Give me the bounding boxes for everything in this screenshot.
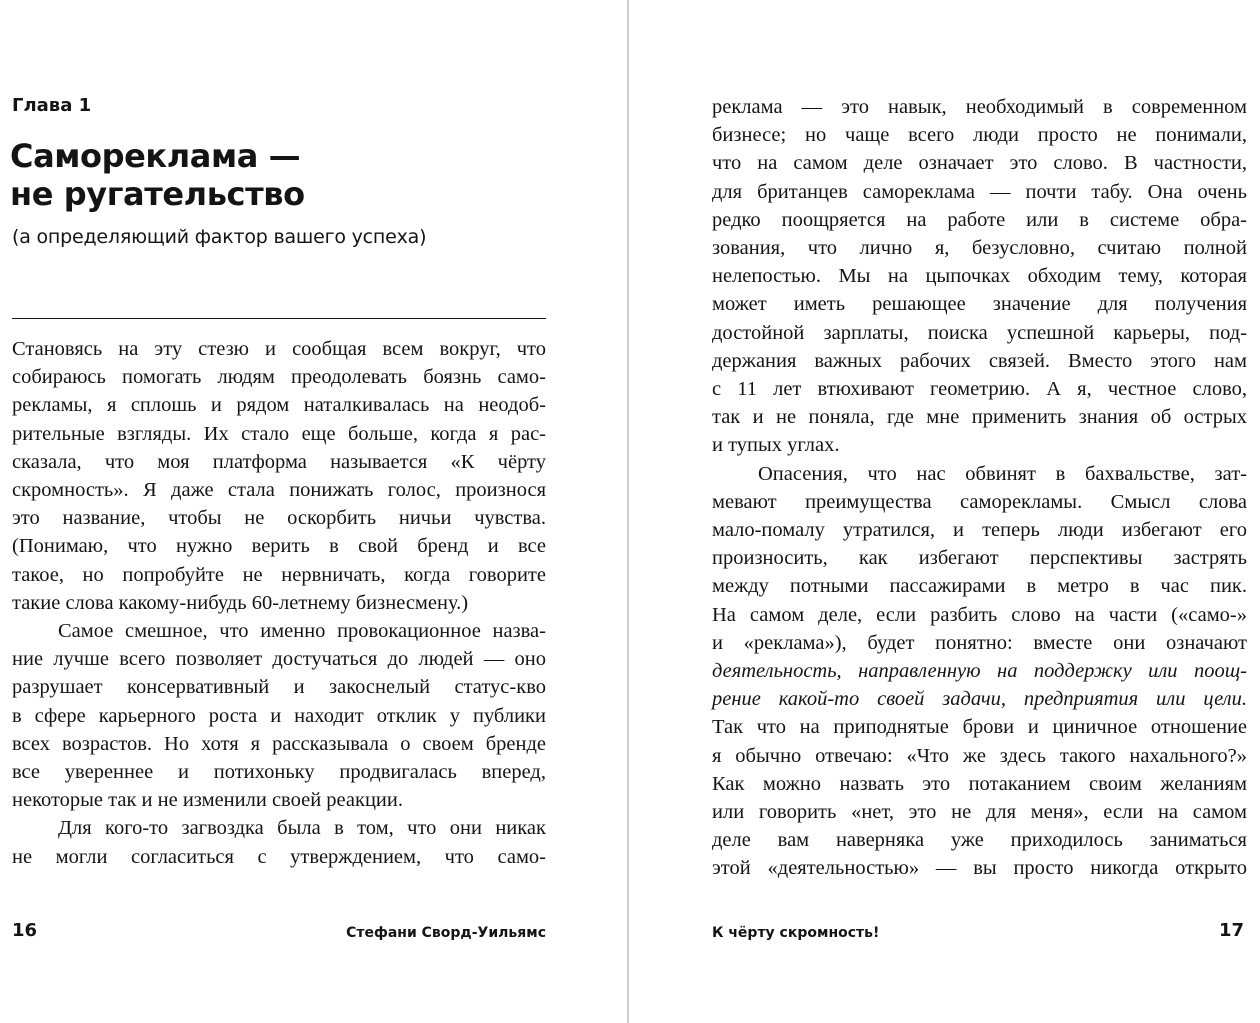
book-gutter — [627, 0, 629, 1023]
text-line: бизнесе; но чаще всего люди просто не понимали, — [712, 124, 1247, 147]
chapter-label: Глава 1 — [12, 95, 92, 116]
text-line: зования, что лично я, безусловно, считаю полной — [712, 237, 1247, 260]
text-line: и тупых углах. — [712, 434, 840, 457]
text-line: Для кого-то загвоздка была в том, что они никак — [58, 817, 546, 840]
text-line: Как можно назвать это потаканием своим желаниям — [712, 772, 1247, 795]
left-page-body — [12, 335, 546, 871]
text-line: Так что на приподнятые брови и циничное отношение — [712, 716, 1247, 739]
left-page — [0, 0, 628, 1023]
italic-definition-line-1: деятельность, направленную на поддержку или поощ- — [712, 660, 1247, 683]
text-line: для британцев самореклама — почти табу. Она очень — [712, 180, 1247, 203]
page-number-right: 17 — [1218, 920, 1244, 941]
chapter-title-line-1: Самореклама — — [10, 137, 301, 175]
text-line: и «реклама»), будет понятно: вместе они означают — [712, 631, 1247, 654]
text-line: мевают преимущества саморекламы. Смысл слова — [712, 490, 1247, 513]
right-page — [630, 0, 1260, 1023]
text-line: Самое смешное, что именно провокационное назва- — [58, 620, 546, 643]
text-line: так и не поняла, где мне применить знания об острых — [712, 406, 1247, 429]
right-page-body — [712, 93, 1247, 883]
text-line: все увереннее и потихоньку продвигалась вперед, — [12, 761, 546, 784]
text-line: скромность». Я даже стала понижать голос, произнося — [12, 479, 546, 502]
text-line: редко поощряется на работе или в системе обра- — [712, 208, 1247, 231]
text-line: может иметь решающее значение для получения — [712, 293, 1247, 316]
text-line: держания важных рабочих связей. Вместо этого нам — [712, 349, 1247, 372]
text-line: реклама — это навык, необходимый в современном — [712, 96, 1247, 118]
text-line: в сфере карьерного роста и находит отклик у публики — [12, 704, 546, 727]
chapter-subtitle: (а определяющий фактор вашего успеха) — [12, 226, 427, 248]
text-line: такое, но попробуйте не нервничать, когда говорите — [12, 563, 546, 586]
text-line: произносить, как избегают перспективы застрять — [712, 547, 1247, 570]
text-line: всех возрастов. Но хотя я рассказывала о своем бренде — [12, 732, 546, 755]
text-line: не могли согласиться с утверждением, что само- — [12, 845, 546, 868]
text-line: Опасения, что нас обвинят в бахвальстве, зат- — [758, 462, 1247, 485]
text-line: собираюсь помогать людям преодолевать боязнь само- — [12, 366, 546, 389]
text-line: На самом деле, если разбить слово на части («само-» — [712, 603, 1247, 626]
text-line: что на самом деле означает это слово. В частности, — [712, 152, 1247, 175]
text-line: я обычно отвечаю: «Что же здесь такого нахального?» — [712, 744, 1247, 767]
text-line: Становясь на эту стезю и сообщая всем вокруг, что — [12, 338, 546, 360]
chapter-title-line-2: не ругательство — [10, 175, 305, 213]
running-head-book-title: К чёрту скромность! — [712, 925, 880, 941]
text-line: сказала, что моя платформа называется «К чёрту — [12, 450, 546, 473]
italic-definition-line-2: рение какой-то своей задачи, предприятия или цели. — [712, 688, 1247, 711]
text-line: деле вам наверняка уже приходилось заниматься — [712, 829, 1247, 852]
text-line: это название, чтобы не оскорбить ничьи чувства. — [12, 507, 546, 530]
text-line — [712, 657, 1247, 685]
chapter-title — [10, 137, 305, 213]
text-line: между потными пассажирами в метро в час пик. — [712, 575, 1247, 598]
text-line: такие слова какому-нибудь 60-летнему бизнесмену.) — [12, 591, 469, 614]
title-divider — [12, 318, 546, 319]
text-line: рительные взгляды. Их стало еще больше, когда я рас- — [12, 422, 546, 445]
text-line: ние лучше всего позволяет достучаться до людей — оно — [12, 648, 546, 671]
text-line: достойной зарплаты, поиска успешной карьеры, под- — [712, 321, 1247, 344]
text-line: или говорить «нет, это не для меня», если на самом — [712, 801, 1247, 824]
text-line: этой «деятельностью» — вы просто никогда открыто — [712, 857, 1247, 880]
text-line: с 11 лет втюхивают геометрию. А я, честное слово, — [712, 378, 1247, 401]
page-number-left: 16 — [12, 920, 38, 941]
text-line — [712, 685, 1247, 713]
text-line: рекламы, я сплошь и рядом наталкивалась на неодоб- — [12, 394, 546, 417]
text-line: (Понимаю, что нужно верить в свой бренд и все — [12, 535, 546, 558]
text-line: некоторые так и не изменили своей реакции. — [12, 789, 403, 812]
text-line: разрушает консервативный и закоснелый статус-кво — [12, 676, 546, 699]
text-line: нелепостью. Мы на цыпочках обходим тему, которая — [712, 265, 1247, 288]
running-head-author: Стефани Сворд-Уильямс — [346, 925, 546, 941]
text-line: мало-помалу утратился, и теперь люди избегают его — [712, 519, 1247, 542]
